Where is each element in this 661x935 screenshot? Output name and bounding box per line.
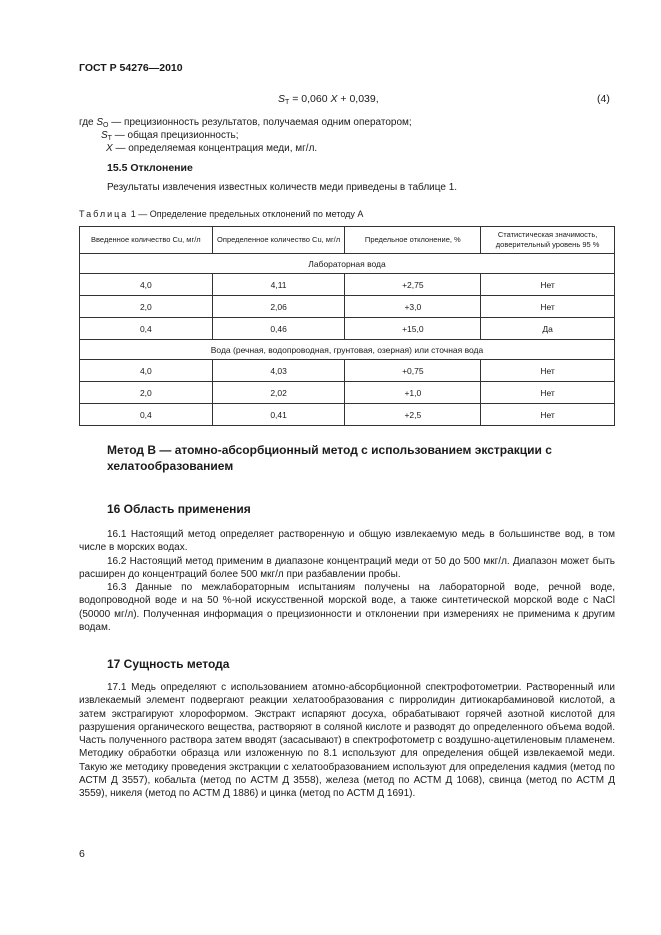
table-cell: 0,46	[212, 318, 345, 340]
where-sub: T	[107, 135, 112, 142]
section-17-title: 17 Сущность метода	[107, 657, 230, 671]
formula-rhs-var: X	[330, 93, 338, 105]
table-row	[80, 404, 615, 426]
section-16-title: 16 Область применения	[107, 502, 251, 516]
table-caption	[79, 209, 363, 219]
formula	[278, 93, 379, 106]
formula-number: (4)	[597, 93, 610, 105]
group-label: Лабораторная вода	[80, 254, 615, 274]
table-cell: +3,0	[345, 296, 481, 318]
table-row	[80, 274, 615, 296]
page-number: 6	[79, 848, 85, 860]
where-var: S	[96, 117, 104, 128]
method-b-title: Метод В — атомно-абсорбционный метод с использованием экстракции с хелатообразованием	[107, 443, 552, 473]
table-cell: 2,0	[80, 382, 213, 404]
table-cell: Нет	[481, 382, 615, 404]
table-cell: 0,4	[80, 318, 213, 340]
table-row	[80, 382, 615, 404]
table-cell: Нет	[481, 360, 615, 382]
section-16-body	[79, 528, 615, 634]
table-cell: +15,0	[345, 318, 481, 340]
table-cell: 4,11	[212, 274, 345, 296]
where-line-3	[106, 143, 317, 154]
table-cell: +2,5	[345, 404, 481, 426]
paragraph-17-1: 17.1 Медь определяют с использованием атомно-абсорбционной спектрофотометрии. Растворенный или извлекаемый элемент подвергают реакции хелатообразования с пирролидин дитиокарбаминовой кислотой, а затем экстрагируют хлороформом. Экстракт испаряют досуха, обрабатывают горячей азотной кислотой для разрушения органического вещества, растворяют в соляной кислоте и разводят до определенного объема водой. Часть полученного раствора затем вводят (засасывают) в спектрофотометр с воздушно-ацетиленовым пламенем. Методику обработки образца или изложенную по 8.1 используют для определения общей извлекаемой меди. Такую же методику проведения экстракции с хелатообразованием используют для определения кадмия (метод по АСТМ Д 3557), кобальта (метод по АСТМ Д 3558), железа (метод по АСТМ Д 1068), свинца (метод по АСТМ Д 3559), никеля (метод по АСТМ Д 1886) и цинка (метод по АСТМ Д 1691).	[79, 682, 615, 800]
section-15-5-text: Результаты извлечения известных количеств меди приведены в таблице 1.	[107, 182, 458, 193]
where-var: S	[101, 130, 108, 141]
table-row	[80, 296, 615, 318]
table-cell: 2,02	[212, 382, 345, 404]
paragraph-16-2: 16.2 Настоящий метод применим в диапазоне концентраций меди от 50 до 500 мкг/л. Диапазон может быть расширен до концентраций более 500 мкг/л при разбавлении пробы.	[79, 555, 615, 580]
table-cell: 2,0	[80, 296, 213, 318]
header-statistical-significance: Статистическая значимость, доверительный уровень 95 %	[481, 227, 615, 254]
table-cell: +2,75	[345, 274, 481, 296]
section-15-5-title: 15.5 Отклонение	[107, 162, 193, 174]
paragraph-16-3: 16.3 Данные по межлабораторным испытаниям получены на лабораторной воде, речной воде, водопроводной воде и на 50 %-ной искусственной морской воде, а также синтетической морской воде с NaCl (50000 мг/л). Полученная информация о прецизионности и отклонении при измерениях не применима к другим водам.	[79, 582, 615, 634]
table-caption-title: 1 — Определение предельных отклонений по методу А	[128, 209, 364, 219]
where-prefix: где	[79, 117, 97, 128]
table-cell: 2,06	[212, 296, 345, 318]
table-cell: Нет	[481, 274, 615, 296]
table-cell: Нет	[481, 296, 615, 318]
where-line-2	[101, 130, 239, 142]
table-row	[80, 318, 615, 340]
table-cell: 4,03	[212, 360, 345, 382]
table-cell: Да	[481, 318, 615, 340]
table-row	[80, 360, 615, 382]
where-line-1	[79, 117, 412, 129]
where-sub: O	[103, 122, 109, 129]
table-cell: Нет	[481, 404, 615, 426]
table-caption-label: Таблица	[79, 209, 129, 219]
table-cell: +1,0	[345, 382, 481, 404]
formula-rhs-a: = 0,060	[289, 93, 331, 105]
table-cell: 4,0	[80, 274, 213, 296]
table-cell: 0,41	[212, 404, 345, 426]
paragraph-16-1: 16.1 Настоящий метод определяет растворенную и общую извлекаемую медь в большинстве вод, в том числе в морских водах.	[79, 529, 615, 554]
table-group-row	[80, 254, 615, 274]
table-header-row	[80, 227, 615, 254]
formula-lhs-var: S	[278, 93, 286, 105]
table-cell: +0,75	[345, 360, 481, 382]
header-determined-cu: Определенное количество Cu, мг/л	[212, 227, 345, 254]
document-code: ГОСТ Р 54276—2010	[79, 62, 183, 74]
header-limit-deviation: Предельное отклонение, %	[345, 227, 481, 254]
group-label: Вода (речная, водопроводная, грунтовая, озерная) или сточная вода	[80, 340, 615, 360]
deviation-table	[79, 226, 615, 426]
where-text: — общая прецизионность;	[111, 130, 239, 141]
formula-lhs-sub: T	[285, 99, 290, 106]
table-group-row	[80, 340, 615, 360]
formula-rhs-b: + 0,039,	[337, 93, 379, 105]
where-text: — определяемая концентрация меди, мг/л.	[112, 143, 318, 154]
table-cell: 0,4	[80, 404, 213, 426]
table-cell: 4,0	[80, 360, 213, 382]
header-introduced-cu: Введенное количество Cu, мг/л	[80, 227, 213, 254]
section-17-body	[79, 681, 615, 801]
where-var: X	[106, 143, 113, 154]
where-text: — прецизионность результатов, получаемая одним оператором;	[108, 117, 412, 128]
